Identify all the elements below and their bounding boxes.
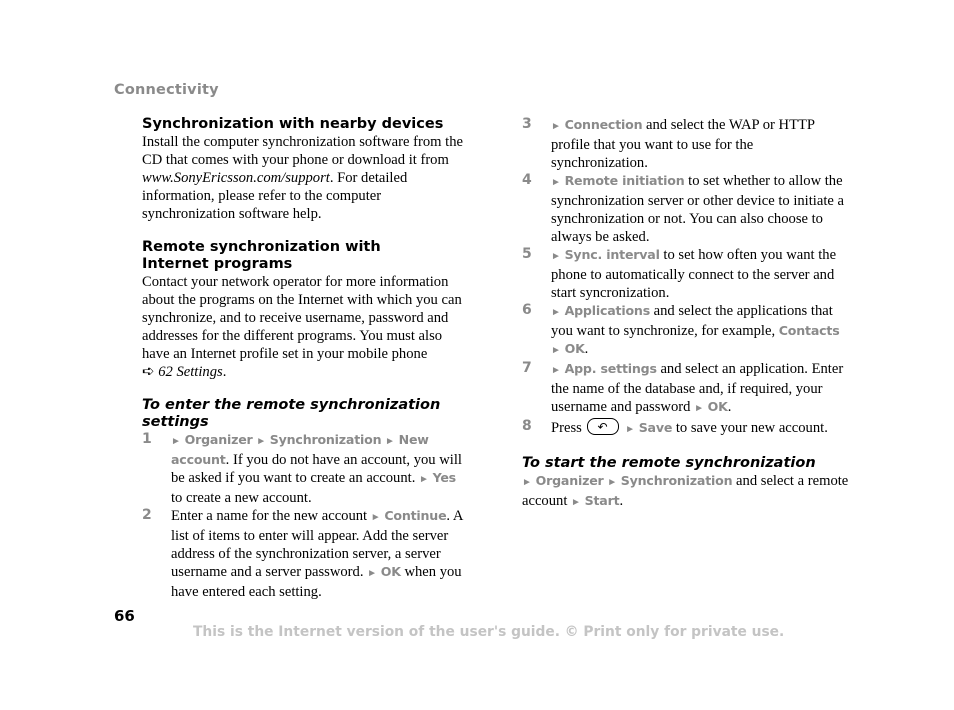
step-6: 6 ► Applications and select the applications that you want to synchronize, for example, Contacts ► OK. xyxy=(522,302,840,357)
step-3: 3 ► Connection and select the WAP or HTTP profile that you want to use for the synchronization. xyxy=(522,116,815,171)
menu-start[interactable]: Start xyxy=(584,493,620,508)
arrow-icon: ► xyxy=(385,436,395,447)
arrow-icon: ► xyxy=(571,497,581,508)
step-number: 4 xyxy=(522,172,532,188)
arrow-icon: ► xyxy=(607,477,618,488)
menu-organizer[interactable]: Organizer xyxy=(184,432,253,447)
menu-continue[interactable]: Continue xyxy=(384,508,447,523)
step-8: 8 Press ↶ ► Save to save your new account. xyxy=(522,418,828,436)
arrow-icon: ► xyxy=(551,251,561,262)
arrow-icon: ► xyxy=(551,365,561,376)
heading-remote-sync: Remote synchronization with Internet programs xyxy=(142,239,381,272)
step-7: 7 ► App. settings and select an application. Enter the name of the database and, if required, your username and password ► OK. xyxy=(522,360,844,415)
step-4: 4 ► Remote initiation to set whether to allow the synchronization server or other device to initiate a synchronization or not. You can also choose to always be asked. xyxy=(522,172,844,245)
menu-yes[interactable]: Yes xyxy=(432,470,456,485)
menu-contacts[interactable]: Contacts xyxy=(778,323,840,338)
menu-remote-initiation[interactable]: Remote initiation xyxy=(564,173,685,188)
arrow-icon: ► xyxy=(256,436,267,447)
settings-reference[interactable]: 62 Settings xyxy=(158,364,223,380)
menu-ok[interactable]: OK xyxy=(707,399,728,414)
paragraph-nearby-sync: Install the computer synchronization software from the CD that comes with your phone or download it from www.SonyEricsson.com/support. For detailed information, please refer to the computer synchronization software help. xyxy=(142,134,463,222)
menu-ok[interactable]: OK xyxy=(564,341,585,356)
menu-connection[interactable]: Connection xyxy=(564,117,643,132)
step-number: 6 xyxy=(522,302,532,318)
menu-organizer[interactable]: Organizer xyxy=(535,473,604,488)
arrow-icon: ► xyxy=(522,477,532,488)
arrow-icon: ► xyxy=(419,474,429,485)
step-5: 5 ► Sync. interval to set how often you want the phone to automatically connect to the server and start syncronization. xyxy=(522,246,837,301)
arrow-icon: ► xyxy=(370,512,381,523)
arrow-icon: ► xyxy=(171,436,181,447)
arrow-icon: ► xyxy=(551,177,561,188)
heading-start-sync: To start the remote synchronization xyxy=(522,455,816,471)
page-number: 66 xyxy=(114,607,135,625)
right-pointing-hand-icon: ➪ xyxy=(142,364,155,380)
heading-nearby-sync: Synchronization with nearby devices xyxy=(142,116,444,132)
right-column xyxy=(522,116,849,512)
menu-sync-interval[interactable]: Sync. interval xyxy=(564,247,660,262)
menu-save[interactable]: Save xyxy=(638,420,673,435)
arrow-icon: ► xyxy=(551,121,561,132)
paragraph-remote-sync: Contact your network operator for more information about the programs on the Internet with which you can synchronize, and to receive username, password and addresses for the different programs. You must also have an Internet profile set in your mobile phone ➪ 62 Settings. xyxy=(142,274,462,380)
menu-synchronization[interactable]: Synchronization xyxy=(620,473,733,488)
step-number: 2 xyxy=(142,507,152,523)
arrow-icon: ► xyxy=(551,345,561,356)
step-number: 1 xyxy=(142,431,152,447)
step-2: 2 Enter a name for the new account ► Continue. A list of items to enter will appear. Add the server address of the synchronization server, a server username and a server password. ► OK when you have entered each setting. xyxy=(142,507,463,600)
menu-new-account[interactable]: New account xyxy=(171,432,429,467)
menu-applications[interactable]: Applications xyxy=(564,303,650,318)
menu-synchronization[interactable]: Synchronization xyxy=(269,432,382,447)
back-key-icon: ↶ xyxy=(587,418,619,435)
step-1: 1 ► Organizer ► Synchronization ► New account. If you do not have an account, you will be asked if you want to create an account. ► Yes to create a new account. xyxy=(142,431,462,506)
support-url[interactable]: www.SonyEricsson.com/support xyxy=(142,170,330,186)
footer-notice: This is the Internet version of the user's guide. © Print only for private use. xyxy=(193,624,785,640)
arrow-icon: ► xyxy=(367,568,378,579)
menu-ok[interactable]: OK xyxy=(380,564,401,579)
left-column xyxy=(142,116,469,601)
step-number: 8 xyxy=(522,418,532,434)
paragraph-start-sync: ► Organizer ► Synchronization and select a remote account ► Start. xyxy=(522,473,849,509)
step-number: 5 xyxy=(522,246,532,262)
step-number: 7 xyxy=(522,360,532,376)
heading-enter-settings: To enter the remote synchronization settings xyxy=(142,397,441,430)
arrow-icon: ► xyxy=(551,307,561,318)
arrow-icon: ► xyxy=(625,424,636,435)
section-title: Connectivity xyxy=(114,82,219,98)
arrow-icon: ► xyxy=(694,403,704,414)
menu-app-settings[interactable]: App. settings xyxy=(564,361,657,376)
step-number: 3 xyxy=(522,116,532,132)
